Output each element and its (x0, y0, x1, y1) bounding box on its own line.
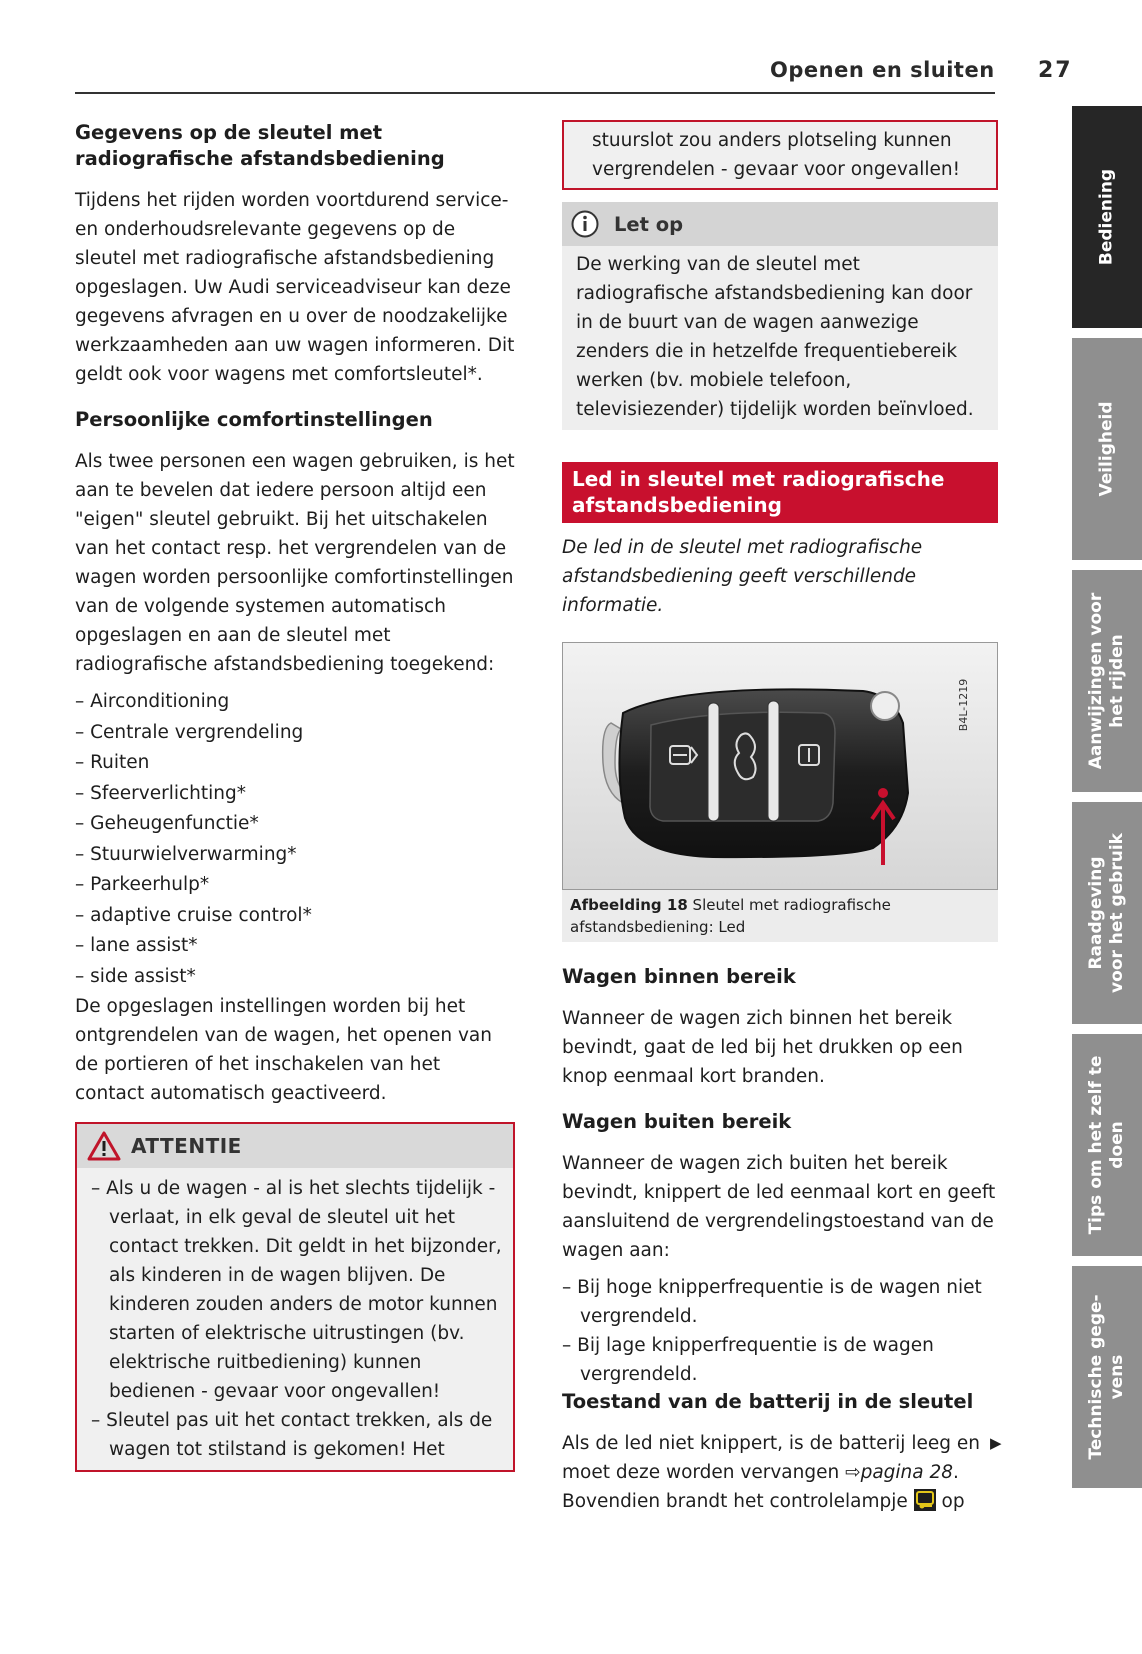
tab-label: Raadgeving voor het gebruik (1086, 833, 1127, 993)
battery-text-1: Als de led niet knippert, is de batterij leeg en moet deze worden vervangen (562, 1433, 980, 1483)
figure-caption (562, 890, 998, 942)
header-rule (75, 92, 995, 94)
section-intro: De led in de sleutel met radiografische afstandsbediening geeft verschillende informatie. (562, 537, 923, 616)
warning-triangle-icon (87, 1131, 121, 1161)
warning-header (77, 1124, 513, 1168)
paragraph-activation: De opgeslagen instellingen worden bij het ontgrendelen van de wagen, het openen van de portieren of het inschakelen van het contact automatisch geactiveerd. (75, 996, 492, 1104)
key-illustration (563, 643, 997, 889)
paragraph-in-range: Wanneer de wagen zich binnen het bereik bevindt, gaat de led bij het drukken op een knop eenmaal kort branden. (562, 1008, 963, 1087)
heading-out-of-range: Wagen buiten bereik (562, 1110, 792, 1133)
tab-label: Bediening (1096, 168, 1117, 266)
battery-text-3: op (935, 1491, 965, 1512)
list-item: – Geheugenfunctie* (75, 813, 259, 834)
warning-body (77, 1168, 513, 1470)
list-item: – Centrale vergrendeling (75, 721, 304, 743)
right-column (562, 120, 998, 1516)
page-number: 27 (1038, 58, 1073, 83)
heading-key-data: Gegevens op de sleutel met radiografische afstandsbediening (75, 121, 445, 170)
warning-item: – Als u de wagen - al is het slechts tijdelijk - verlaat, in elk geval de sleutel uit het contact trekken. Dit geldt in het bijzonder, als kinderen in de wagen blijven. De kinderen zouden anders de motor kunnen starten of elektrische uitrustingen (bv. elektrische ruitbediening) kunnen bedienen - gevaar voor ongevallen! (91, 1178, 502, 1402)
paragraph-comfort-settings: Als twee personen een wagen gebruiken, is het aan te bevelen dat iedere persoon altijd een "eigen" sleutel gebruikt. Bij het uitschakelen van het contact resp. het vergrendelen van de wagen worden persoonlijke comfortinstellingen van de volgende systemen automatisch opgeslagen en aan de sleutel met radiografische afstandsbediening toegekend: (75, 451, 515, 675)
note-box (562, 202, 998, 430)
tab-label: Technische gege- vens (1086, 1294, 1127, 1460)
warning-item: – Sleutel pas uit het contact trekken, als de wagen tot stilstand is gekomen! Het (91, 1410, 493, 1460)
note-title: Let op (614, 212, 684, 236)
left-column (75, 120, 515, 1472)
heading-in-range: Wagen binnen bereik (562, 965, 796, 988)
list-item: – side assist* (75, 965, 196, 987)
key-warning-lamp-icon (914, 1489, 936, 1511)
warning-continued: stuurslot zou anders plotseling kunnen vergrendelen - gevaar voor ongevallen! (562, 120, 998, 190)
note-body: De werking van de sleutel met radiografische afstandsbediening kan door in de buurt van de wagen aanwezige zenders die in hetzelfde frequentiebereik werken (bv. mobiele telefoon, televisiezender) tijdelijk worden beïnvloed. (576, 254, 974, 420)
continue-arrow-icon: ▶ (990, 1434, 1002, 1452)
tab-technische-gegevens[interactable] (1072, 1266, 1142, 1488)
systems-list (75, 687, 515, 992)
section-title-bar: Led in sleutel met radiografische afstandsbediening (562, 462, 998, 523)
list-item: – Bij hoge knipperfrequentie is de wagen niet vergrendeld. (562, 1277, 982, 1327)
heading-battery: Toestand van de batterij in de sleutel (562, 1390, 974, 1413)
figure-label: Afbeelding 18 (570, 896, 688, 914)
page-reference-link[interactable]: ⇨pagina 28 (845, 1462, 954, 1483)
tab-label: Veiligheid (1096, 401, 1117, 497)
blink-list (562, 1273, 998, 1389)
info-icon (570, 209, 600, 239)
tab-label: Aanwijzingen voor het rijden (1086, 592, 1127, 770)
list-item: – lane assist* (75, 935, 198, 956)
heading-comfort-settings: Persoonlijke comfortinstellingen (75, 408, 433, 431)
section-header-title: Openen en sluiten (770, 58, 995, 82)
list-item: – Ruiten (75, 752, 150, 773)
list-item: – Sfeerverlichting* (75, 782, 246, 804)
tab-bediening[interactable] (1072, 106, 1142, 328)
battery-text-2: . Bovendien brandt het controlelampje (562, 1462, 959, 1512)
list-item: – Parkeerhulp* (75, 874, 210, 895)
paragraph-key-data: Tijdens het rijden worden voortdurend service- en onderhoudsrelevante gegevens op de sleutel met radiografische afstandsbediening opgeslagen. Uw Audi serviceadviseur kan deze gegevens afvragen en u over de noodzakelijke werkzaamheden aan uw wagen informeren. Dit geldt ook voor wagens met comfortsleutel*. (75, 190, 515, 385)
tab-raadgeving[interactable] (1072, 802, 1142, 1024)
paragraph-battery (562, 1429, 998, 1516)
tab-aanwijzingen[interactable] (1072, 570, 1142, 792)
warning-title: ATTENTIE (131, 1133, 242, 1158)
list-item: – Stuurwielverwarming* (75, 843, 297, 865)
tab-tips[interactable] (1072, 1034, 1142, 1256)
list-item: – Airconditioning (75, 691, 230, 712)
note-header (562, 202, 998, 246)
list-item: – Bij lage knipperfrequentie is de wagen vergrendeld. (562, 1335, 934, 1385)
figure-code: B4L-1219 (957, 678, 970, 732)
tab-label: Tips om het zelf te doen (1086, 1055, 1127, 1235)
list-item: – adaptive cruise control* (75, 904, 312, 926)
tab-veiligheid[interactable] (1072, 338, 1142, 560)
key-figure (562, 642, 998, 890)
figure-caption-text: Sleutel met radiografische afstandsbediening: Led (570, 896, 891, 936)
warning-box (75, 1122, 515, 1472)
paragraph-out-of-range: Wanneer de wagen zich buiten het bereik bevindt, knippert de led eenmaal kort en geeft aansluitend de vergrendelingstoestand van de wagen aan: (562, 1153, 996, 1261)
